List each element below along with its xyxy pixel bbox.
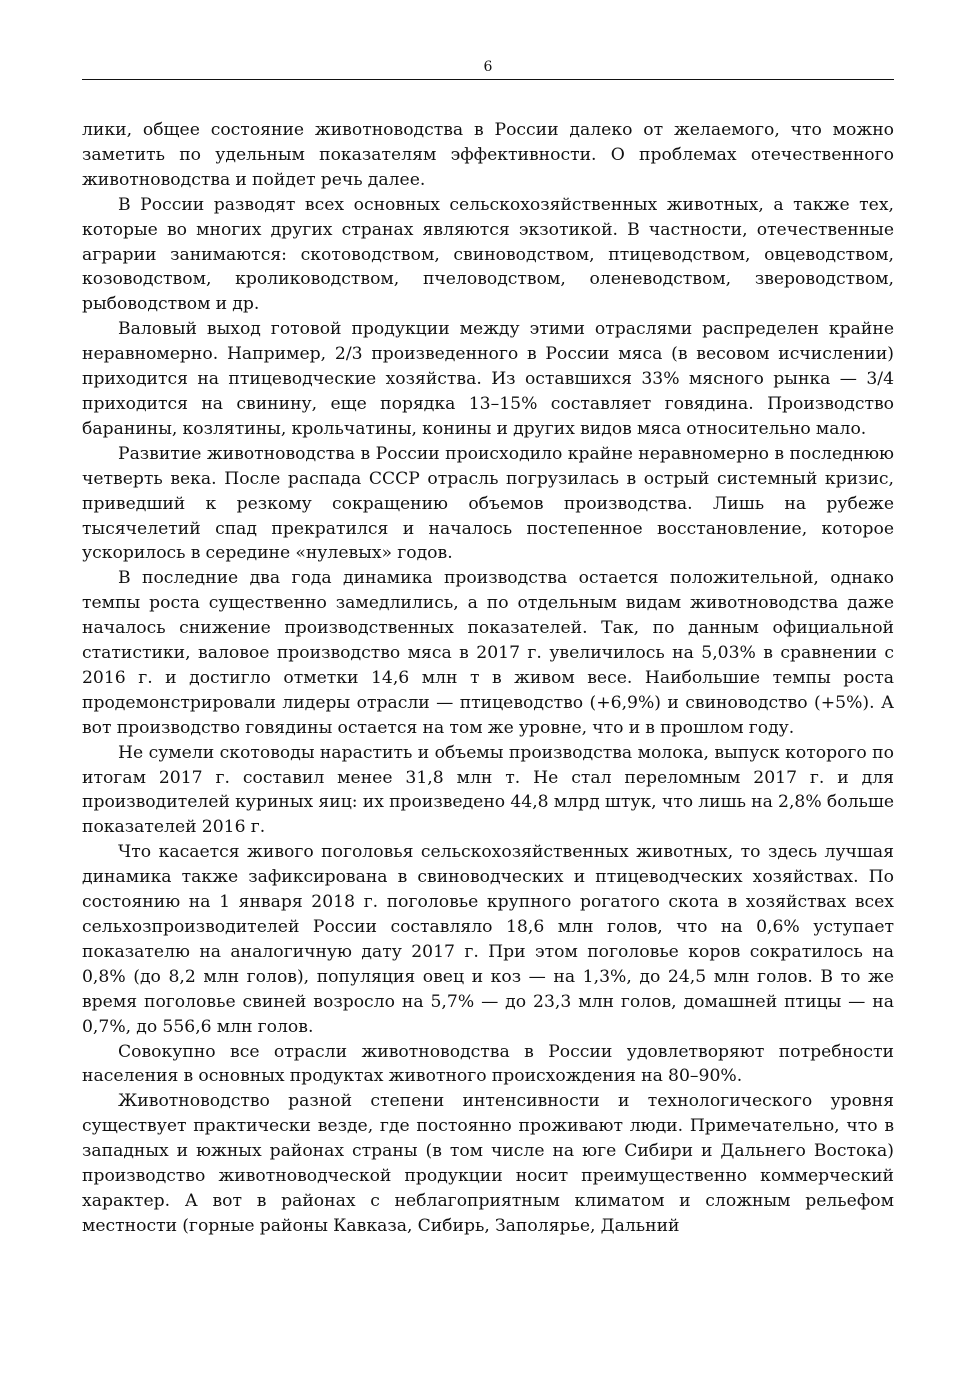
body-text [82, 118, 894, 1239]
paragraph: лики, общее состояние животноводства в России далеко от желаемого, что можно заметить по удельным показателям эффективности. О проблемах отечественного животноводства и пойдет речь далее. [82, 120, 894, 190]
header-rule [82, 79, 894, 80]
paragraph: В последние два года динамика производства остается положительной, однако темпы роста существенно замедлились, а по отдельным видам животноводства даже началось снижение производственных показателей. Так, по данным официальной статистики, валовое производство мяса в 2017 г. увеличилось на 5,03% в сравнении с 2016 г. и достигло отметки 14,6 млн т в живом весе. Наибольшие темпы роста продемонстрировали лидеры отрасли — птицеводство (+6,9%) и свиноводство (+5%). А вот производство говядины остается на том же уровне, что и в прошлом году. [82, 568, 894, 738]
paragraph: Животноводство разной степени интенсивности и технологического уровня существует практически везде, где постоянно проживают люди. Примечательно, что в западных и южных районах страны (в том числе на юге Сибири и Дальнего Востока) производство животноводческой продукции носит преимущественно коммерческий характер. А вот в районах с неблагоприятным климатом и сложным рельефом местности (горные районы Кавказа, Сибирь, Заполярье, Дальний [82, 1091, 894, 1236]
paragraph: Что касается живого поголовья сельскохозяйственных животных, то здесь лучшая динамика также зафиксирована в свиноводческих и птицеводческих хозяйствах. По состоянию на 1 января 2018 г. поголовье крупного рогатого скота в хозяйствах всех сельхозпроизводителей России составляло 18,6 млн голов, что на 0,6% уступает показателю на аналогичную дату 2017 г. При этом поголовье коров сократилось на 0,8% (до 8,2 млн голов), популяция овец и коз — на 1,3%, до 24,5 млн голов. В то же время поголовье свиней возросло на 5,7% — до 23,3 млн голов, домашней птицы — на 0,7%, до 556,6 млн голов. [82, 842, 894, 1037]
page-number: 6 [483, 59, 493, 75]
paragraph: Не сумели скотоводы нарастить и объемы производства молока, выпуск которого по итогам 2017 г. составил менее 31,8 млн т. Не стал переломным 2017 г. и для производителей куриных яиц: их произведено 44,8 млрд штук, что лишь на 2,8% больше показателей 2016 г. [82, 742, 894, 838]
document-page [82, 0, 894, 1239]
paragraph: В России разводят всех основных сельскохозяйственных животных, а также тех, которые во многих других странах являются экзотикой. В частности, отечественные аграрии занимаются: скотоводством, свиноводством, птицеводством, овцеводством, козоводством, кролиководством, пчеловодством, оленеводством, звероводством, рыбоводством и др. [82, 194, 894, 315]
paragraph: Совокупно все отрасли животноводства в России удовлетворяют потребности населения в основных продуктах животного происхождения на 80–90%. [82, 1041, 894, 1087]
paragraph: Развитие животноводства в России происходило крайне неравномерно в последнюю четверть века. После распада СССР отрасль погрузилась в острый системный кризис, приведший к резкому сокращению объемов производства. Лишь на рубеже тысячелетий спад прекратился и началось постепенное восстановление, которое ускорилось в середине «нулевых» годов. [82, 443, 894, 564]
page-header [82, 0, 894, 80]
paragraph: Валовый выход готовой продукции между этими отраслями распределен крайне неравномерно. Например, 2/3 произведенного в России мяса (в весовом исчислении) приходится на птицеводческие хозяйства. Из оставшихся 33% мясного рынка — 3/4 приходится на свинину, еще порядка 13–15% составляет говядина. Производство баранины, козлятины, крольчатины, конины и других видов мяса относительно мало. [82, 319, 894, 439]
